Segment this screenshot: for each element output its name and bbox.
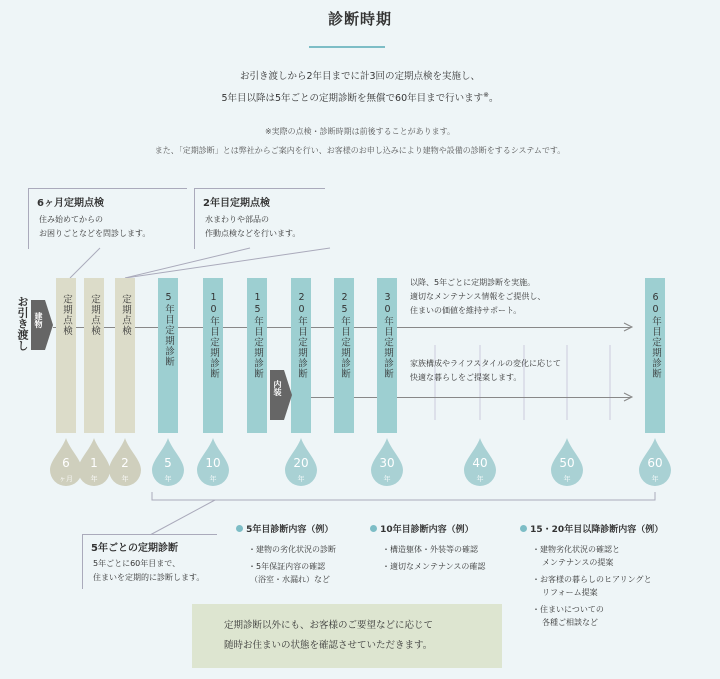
drop-number: 6 [62,456,70,470]
section-15-20y-item-1: ・建物劣化状況の確認と [532,545,620,554]
footer-line-2: 随時お住まいの状態を確認させていただきます。 [224,640,433,651]
section-10y-bullet [370,525,377,532]
inspection-pill-1y [84,278,104,433]
section-15-20y [520,522,710,629]
five-year-box [82,534,217,589]
footer-box [192,604,502,668]
drop-number: 2 [121,456,129,470]
diagnosis-pill-10y [203,278,223,433]
section-10y [370,522,520,573]
drop-number: 10 [205,456,221,470]
handover-label: お引き渡し [16,296,29,351]
diagnosis-pill-15y [247,278,267,433]
inspection-label-2y: 定期点検 [120,294,131,336]
timeline-note-upper [410,276,545,318]
drop-marker [107,436,143,488]
section-10y-item-1: ・構造躯体・外装等の確認 [382,545,478,554]
drop-number: 50 [559,456,575,470]
diagnosis-pill-20y [291,278,311,433]
section-15-20y-item-6: 各種ご相談など [542,618,598,627]
diagnosis-label-60y: 60年目定期診断 [650,292,661,379]
two-year-line-1: 水まわりや部品の [205,215,269,224]
drop-number: 60 [647,456,663,470]
section-5y-title: 5年目診断内容（例） [246,525,334,535]
section-15-20y-title: 15・20年目以降診断内容（例） [530,525,664,535]
building-label: 建物 [34,312,43,328]
section-5y-item-1: ・建物の劣化状況の診断 [248,545,336,554]
intro-end: 。 [489,93,499,104]
section-15-20y-bullet [520,525,527,532]
note-line-2: また、「定期診断」とは弊社からご案内を行い、お客様のお申し込みにより建物や設備の診断をするシステムです。 [154,146,566,155]
drop-marker [637,436,673,488]
drop-unit: ヶ月 [59,475,73,483]
drop-unit: 年 [121,475,129,483]
drop-number: 20 [293,456,309,470]
intro-line-2-text: 5年目以降は5年ごとの定期診断を無償で60年目まで行います [221,93,484,104]
timeline-note-lower-2: 快適な暮らしをご提案します。 [410,373,522,382]
drop-number: 5 [164,456,172,470]
drop-number: 30 [379,456,395,470]
section-10y-item-2: ・適切なメンテナンスの確認 [382,562,486,571]
timeline-note-upper-1: 以降、5年ごとに定期診断を実施。 [410,278,536,287]
five-year-title: 5年ごとの定期診断 [91,543,178,554]
diagnosis-pill-5y [158,278,178,433]
six-month-line-2: お困りごとなどを問診します。 [39,229,151,238]
five-year-line-2: 住まいを定期的に診断します。 [93,573,205,582]
intro-line-1: お引き渡しから2年目までに計3回の定期点検を実施し、 [239,71,481,82]
drop-unit: 年 [651,475,659,483]
six-month-title: 6ヶ月定期点検 [37,198,104,209]
diagnosis-pill-60y [645,278,665,433]
diagnosis-label-5y: 5年目定期診断 [163,292,174,367]
section-5y-bullet [236,525,243,532]
drop-marker [195,436,231,488]
drop-unit: 年 [164,475,172,483]
diagnosis-pill-25y [334,278,354,433]
drop-marker [283,436,319,488]
inspection-pill-2y [115,278,135,433]
drop-marker [150,436,186,488]
drop-unit: 年 [383,475,391,483]
two-year-title: 2年目定期点検 [203,198,270,209]
section-15-20y-item-4: リフォーム提案 [542,588,598,597]
drop-number: 1 [90,456,98,470]
drop-unit: 年 [90,475,98,483]
two-year-line-2: 作動点検などを行います。 [205,229,301,238]
diagnosis-label-30y: 30年目定期診断 [382,292,393,379]
diagnosis-label-25y: 25年目定期診断 [339,292,350,379]
page-title: 診断時期 [327,10,392,28]
six-month-line-1: 住み始めてからの [39,215,103,224]
drop-unit: 年 [209,475,217,483]
inspection-pill-6m [56,278,76,433]
timeline-note-lower [410,357,561,385]
drop-unit: 年 [297,475,305,483]
section-15-20y-item-5: ・住まいについての [532,605,604,614]
diagnosis-label-15y: 15年目定期診断 [252,292,263,379]
footer-line-1: 定期診断以外にも、お客様のご要望などに応じて [224,620,434,631]
drop-marker [369,436,405,488]
drop-marker [462,436,498,488]
timeline-note-upper-2: 適切なメンテナンス情報をご提供し、 [410,292,546,301]
inspection-label-1y: 定期点検 [89,294,100,336]
drop-unit: 年 [563,475,571,483]
timeline-note-lower-1: 家族構成やライフスタイルの変化に応じて [410,359,562,368]
diagnosis-label-20y: 20年目定期診断 [296,292,307,379]
section-10y-title: 10年目診断内容（例） [380,525,474,535]
section-15-20y-item-3: ・お客様の暮らしのヒアリングと [532,575,652,584]
section-5y-item-3: （浴室・水漏れ）など [250,575,330,584]
drop-unit: 年 [476,475,484,483]
timeline-note-upper-3: 住まいの価値を維持サポート。 [410,306,522,315]
five-year-line-1: 5年ごとに60年目まで、 [93,559,181,568]
intro-mark: ※ [483,90,490,99]
diagnosis-label-10y: 10年目定期診断 [208,292,219,379]
section-5y-item-2: ・5年保証内容の確認 [248,562,326,571]
diagnosis-pill-30y [377,278,397,433]
section-5y [236,522,376,586]
note-line-1: ※実際の点検・診断時期は前後することがあります。 [264,127,456,136]
drop-marker [549,436,585,488]
interior-label: 内装 [273,380,282,396]
section-15-20y-item-2: メンテナンスの提案 [542,558,614,567]
inspection-label-6m: 定期点検 [61,294,72,336]
drop-number: 40 [472,456,488,470]
